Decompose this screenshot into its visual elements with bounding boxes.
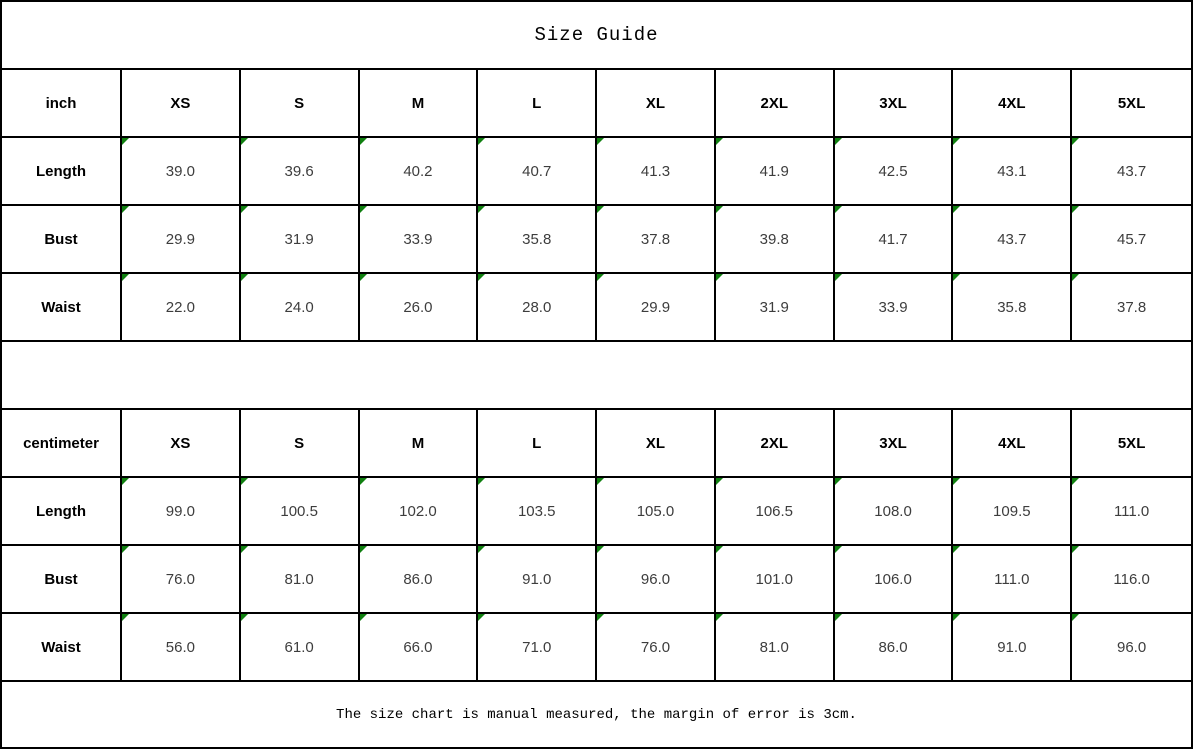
size-header-cell xyxy=(478,70,597,138)
value-cell xyxy=(360,546,479,614)
size-header-cell-text: XS xyxy=(170,94,191,112)
corner-marker-icon xyxy=(835,614,842,621)
footer-note: The size chart is manual measured, the margin of error is 3cm. xyxy=(336,706,857,723)
size-header-cell-text: L xyxy=(532,94,542,112)
value-cell-text: 35.8 xyxy=(522,230,552,248)
value-cell-text: 102.0 xyxy=(399,502,437,520)
value-cell-text: 33.9 xyxy=(403,230,433,248)
value-cell-text: 24.0 xyxy=(284,298,314,316)
unit-label-cell xyxy=(2,70,122,138)
row-label-cell-text: Bust xyxy=(44,230,78,248)
size-header-cell-text: S xyxy=(294,94,305,112)
value-cell xyxy=(241,478,360,546)
corner-marker-icon xyxy=(122,138,129,145)
value-cell-text: 99.0 xyxy=(165,502,195,520)
table-row xyxy=(2,546,1191,614)
value-cell xyxy=(835,274,954,342)
value-cell xyxy=(122,614,241,682)
size-header-cell-text: M xyxy=(411,434,425,452)
size-header-cell xyxy=(716,70,835,138)
corner-marker-icon xyxy=(597,206,604,213)
table-row xyxy=(2,138,1191,206)
value-cell xyxy=(478,478,597,546)
corner-marker-icon xyxy=(122,478,129,485)
corner-marker-icon xyxy=(360,546,367,553)
value-cell-text: 91.0 xyxy=(522,570,552,588)
unit-label-cell xyxy=(2,410,122,478)
table-row xyxy=(2,614,1191,682)
value-cell xyxy=(1072,546,1191,614)
value-cell xyxy=(241,138,360,206)
table-header-row xyxy=(2,410,1191,478)
value-cell-text: 81.0 xyxy=(759,638,789,656)
value-cell-text: 41.9 xyxy=(759,162,789,180)
size-header-cell xyxy=(360,70,479,138)
corner-marker-icon xyxy=(360,138,367,145)
value-cell xyxy=(122,478,241,546)
value-cell xyxy=(1072,478,1191,546)
value-cell-text: 37.8 xyxy=(1117,298,1147,316)
size-header-cell-text: L xyxy=(532,434,542,452)
value-cell-text: 22.0 xyxy=(165,298,195,316)
corner-marker-icon xyxy=(360,206,367,213)
table-row xyxy=(2,206,1191,274)
row-label-cell-text: Bust xyxy=(44,570,78,588)
value-cell-text: 76.0 xyxy=(640,638,671,656)
size-header-cell-text: 3XL xyxy=(879,434,907,452)
value-cell xyxy=(122,138,241,206)
value-cell-text: 43.1 xyxy=(997,162,1027,180)
corner-marker-icon xyxy=(122,274,129,281)
value-cell xyxy=(597,614,716,682)
size-header-cell xyxy=(1072,70,1191,138)
size-header-cell xyxy=(241,70,360,138)
value-cell xyxy=(716,206,835,274)
corner-marker-icon xyxy=(478,274,485,281)
value-cell xyxy=(360,274,479,342)
value-cell-text: 96.0 xyxy=(640,570,671,588)
value-cell xyxy=(1072,138,1191,206)
value-cell xyxy=(597,206,716,274)
table-row xyxy=(2,274,1191,342)
value-cell-text: 76.0 xyxy=(165,570,195,588)
value-cell-text: 61.0 xyxy=(284,638,314,656)
corner-marker-icon xyxy=(597,478,604,485)
corner-marker-icon xyxy=(478,478,485,485)
corner-marker-icon xyxy=(716,478,723,485)
row-label-cell-text: Waist xyxy=(41,638,81,656)
value-cell-text: 37.8 xyxy=(640,230,671,248)
value-cell xyxy=(1072,206,1191,274)
value-cell-text: 45.7 xyxy=(1117,230,1147,248)
value-cell-text: 29.9 xyxy=(640,298,671,316)
size-header-cell-text: 2XL xyxy=(760,434,789,452)
size-header-cell-text: M xyxy=(411,94,425,112)
spacer-row xyxy=(2,342,1191,410)
size-header-cell xyxy=(122,70,241,138)
size-header-cell-text: 5XL xyxy=(1117,434,1146,452)
value-cell-text: 31.9 xyxy=(284,230,314,248)
unit-label-cell-text: inch xyxy=(45,94,77,112)
corner-marker-icon xyxy=(122,614,129,621)
value-cell-text: 39.6 xyxy=(284,162,314,180)
corner-marker-icon xyxy=(241,546,248,553)
corner-marker-icon xyxy=(716,138,723,145)
row-label-cell-text: Waist xyxy=(41,298,81,316)
value-cell-text: 111.0 xyxy=(1113,502,1150,520)
corner-marker-icon xyxy=(597,138,604,145)
corner-marker-icon xyxy=(1072,138,1079,145)
value-cell-text: 26.0 xyxy=(403,298,433,316)
row-label-cell xyxy=(2,274,122,342)
value-cell xyxy=(241,274,360,342)
value-cell-text: 71.0 xyxy=(522,638,552,656)
corner-marker-icon xyxy=(835,478,842,485)
corner-marker-icon xyxy=(241,478,248,485)
corner-marker-icon xyxy=(478,206,485,213)
size-header-cell xyxy=(597,70,716,138)
corner-marker-icon xyxy=(122,546,129,553)
value-cell-text: 39.8 xyxy=(759,230,789,248)
corner-marker-icon xyxy=(953,138,960,145)
value-cell-text: 31.9 xyxy=(759,298,789,316)
value-cell xyxy=(953,138,1072,206)
value-cell-text: 100.5 xyxy=(280,502,318,520)
value-cell xyxy=(478,274,597,342)
table-header-row xyxy=(2,70,1191,138)
size-header-cell xyxy=(478,410,597,478)
value-cell-text: 43.7 xyxy=(1117,162,1147,180)
table-row xyxy=(2,478,1191,546)
value-cell xyxy=(478,206,597,274)
value-cell xyxy=(953,274,1072,342)
value-cell-text: 81.0 xyxy=(284,570,314,588)
size-header-cell-text: 5XL xyxy=(1117,94,1146,112)
corner-marker-icon xyxy=(241,206,248,213)
value-cell xyxy=(953,614,1072,682)
value-cell xyxy=(835,206,954,274)
value-cell xyxy=(122,206,241,274)
corner-marker-icon xyxy=(360,478,367,485)
corner-marker-icon xyxy=(716,614,723,621)
value-cell xyxy=(953,478,1072,546)
value-cell xyxy=(716,614,835,682)
size-header-cell xyxy=(953,70,1072,138)
value-cell xyxy=(597,478,716,546)
value-cell-text: 108.0 xyxy=(874,502,912,520)
corner-marker-icon xyxy=(1072,478,1079,485)
row-label-cell xyxy=(2,614,122,682)
size-header-cell-text: XS xyxy=(170,434,191,452)
value-cell-text: 40.2 xyxy=(403,162,433,180)
footer-row xyxy=(2,682,1191,747)
value-cell-text: 56.0 xyxy=(165,638,195,656)
value-cell xyxy=(716,274,835,342)
row-label-cell-text: Length xyxy=(36,162,86,180)
value-cell xyxy=(1072,274,1191,342)
value-cell xyxy=(835,614,954,682)
corner-marker-icon xyxy=(835,546,842,553)
size-header-cell-text: 2XL xyxy=(760,94,789,112)
size-header-cell xyxy=(241,410,360,478)
value-cell-text: 116.0 xyxy=(1113,570,1150,588)
corner-marker-icon xyxy=(241,138,248,145)
value-cell xyxy=(478,138,597,206)
size-header-cell-text: XL xyxy=(645,94,666,112)
corner-marker-icon xyxy=(597,546,604,553)
corner-marker-icon xyxy=(953,546,960,553)
value-cell-text: 109.5 xyxy=(993,502,1031,520)
corner-marker-icon xyxy=(716,274,723,281)
size-header-cell-text: 3XL xyxy=(879,94,907,112)
corner-marker-icon xyxy=(122,206,129,213)
value-cell xyxy=(360,614,479,682)
value-cell-text: 106.0 xyxy=(874,570,912,588)
size-header-cell-text: S xyxy=(294,434,305,452)
size-header-cell-text: 4XL xyxy=(998,94,1026,112)
value-cell xyxy=(716,546,835,614)
corner-marker-icon xyxy=(953,206,960,213)
value-cell xyxy=(597,546,716,614)
value-cell xyxy=(716,138,835,206)
corner-marker-icon xyxy=(953,478,960,485)
corner-marker-icon xyxy=(241,614,248,621)
value-cell xyxy=(478,614,597,682)
page-title: Size Guide xyxy=(534,24,659,46)
corner-marker-icon xyxy=(716,206,723,213)
value-cell-text: 103.5 xyxy=(517,502,556,520)
corner-marker-icon xyxy=(360,614,367,621)
row-label-cell-text: Length xyxy=(36,502,86,520)
value-cell xyxy=(360,478,479,546)
row-label-cell xyxy=(2,478,122,546)
corner-marker-icon xyxy=(953,274,960,281)
size-header-cell xyxy=(1072,410,1191,478)
size-header-cell xyxy=(360,410,479,478)
size-header-cell xyxy=(835,410,954,478)
corner-marker-icon xyxy=(835,274,842,281)
value-cell xyxy=(478,546,597,614)
corner-marker-icon xyxy=(1072,614,1079,621)
corner-marker-icon xyxy=(1072,206,1079,213)
corner-marker-icon xyxy=(835,206,842,213)
size-header-cell xyxy=(597,410,716,478)
value-cell-text: 33.9 xyxy=(878,298,908,316)
corner-marker-icon xyxy=(716,546,723,553)
value-cell-text: 42.5 xyxy=(878,162,908,180)
value-cell-text: 28.0 xyxy=(522,298,552,316)
value-cell xyxy=(122,546,241,614)
corner-marker-icon xyxy=(1072,274,1079,281)
value-cell-text: 101.0 xyxy=(755,570,794,588)
value-cell xyxy=(1072,614,1191,682)
row-label-cell xyxy=(2,206,122,274)
corner-marker-icon xyxy=(597,614,604,621)
value-cell-text: 41.7 xyxy=(878,230,908,248)
corner-marker-icon xyxy=(597,274,604,281)
value-cell xyxy=(597,274,716,342)
value-cell xyxy=(241,546,360,614)
value-cell xyxy=(835,546,954,614)
value-cell xyxy=(716,478,835,546)
corner-marker-icon xyxy=(478,138,485,145)
value-cell-text: 66.0 xyxy=(403,638,433,656)
corner-marker-icon xyxy=(835,138,842,145)
value-cell xyxy=(241,614,360,682)
value-cell xyxy=(953,546,1072,614)
size-header-cell-text: XL xyxy=(645,434,666,452)
size-header-cell xyxy=(122,410,241,478)
value-cell-text: 105.0 xyxy=(636,502,675,520)
corner-marker-icon xyxy=(241,274,248,281)
value-cell xyxy=(835,478,954,546)
value-cell-text: 106.5 xyxy=(755,502,794,520)
value-cell xyxy=(360,206,479,274)
row-label-cell xyxy=(2,138,122,206)
value-cell xyxy=(360,138,479,206)
value-cell-text: 43.7 xyxy=(997,230,1027,248)
unit-label-cell-text: centimeter xyxy=(23,434,99,452)
value-cell-text: 41.3 xyxy=(640,162,671,180)
corner-marker-icon xyxy=(478,546,485,553)
value-cell-text: 86.0 xyxy=(878,638,908,656)
size-header-cell-text: 4XL xyxy=(998,434,1026,452)
size-table-inch xyxy=(2,70,1191,342)
value-cell-text: 96.0 xyxy=(1117,638,1147,656)
value-cell-text: 40.7 xyxy=(522,162,552,180)
size-header-cell xyxy=(835,70,954,138)
value-cell xyxy=(835,138,954,206)
corner-marker-icon xyxy=(953,614,960,621)
size-table-centimeter xyxy=(2,410,1191,682)
value-cell-text: 39.0 xyxy=(165,162,195,180)
value-cell-text: 86.0 xyxy=(403,570,433,588)
value-cell xyxy=(241,206,360,274)
size-header-cell xyxy=(716,410,835,478)
size-header-cell xyxy=(953,410,1072,478)
corner-marker-icon xyxy=(360,274,367,281)
value-cell xyxy=(953,206,1072,274)
corner-marker-icon xyxy=(1072,546,1079,553)
corner-marker-icon xyxy=(478,614,485,621)
value-cell xyxy=(597,138,716,206)
row-label-cell xyxy=(2,546,122,614)
title-row xyxy=(2,2,1191,70)
value-cell xyxy=(122,274,241,342)
value-cell-text: 35.8 xyxy=(997,298,1027,316)
value-cell-text: 111.0 xyxy=(994,570,1030,588)
value-cell-text: 29.9 xyxy=(165,230,195,248)
value-cell-text: 91.0 xyxy=(997,638,1027,656)
